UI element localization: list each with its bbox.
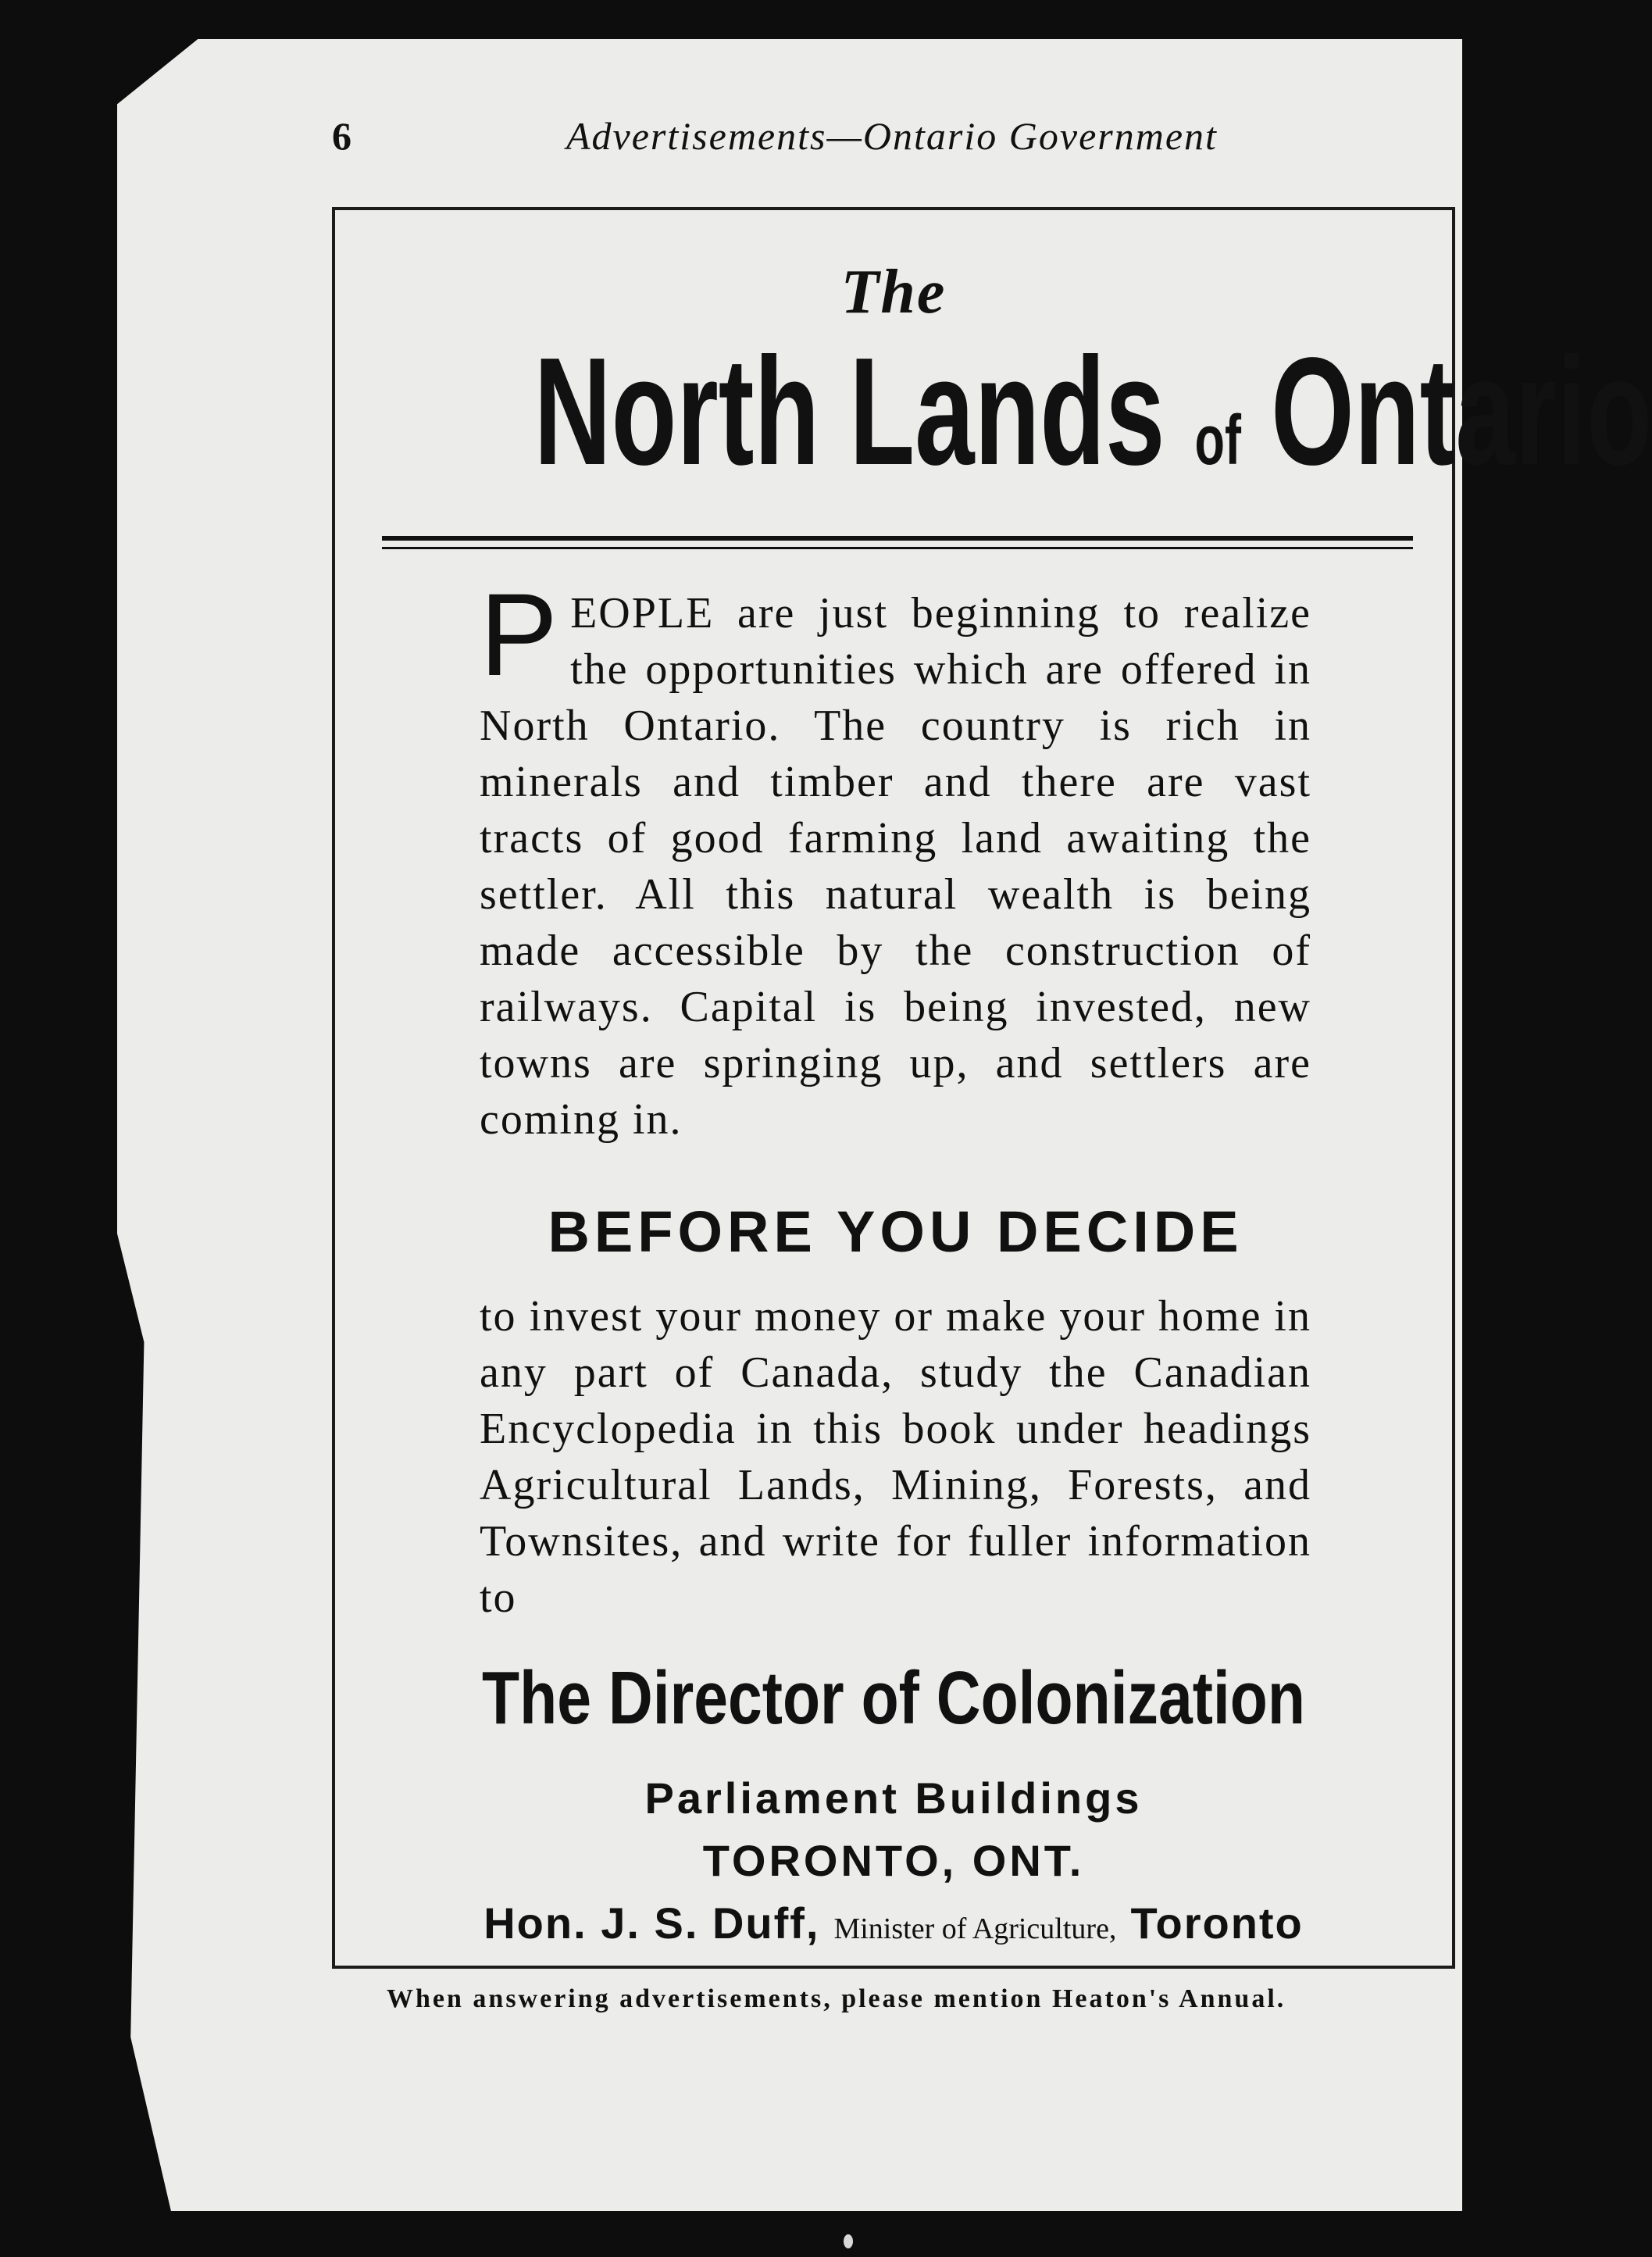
dust-speck <box>844 2234 853 2248</box>
minister-name: Hon. J. S. Duff, <box>483 1898 820 1948</box>
running-head <box>207 113 1410 168</box>
intro-text: EOPLE are just beginning to realize the opportunities which are offered in North Ontario. The country is rich in minerals and timber and there are vast tracts of good farming land awaiting the settler. All this natural wealth is being made accessible by the construction of railways. Capital is being invested, new towns are springing up, and settlers are coming in. <box>480 589 1311 1144</box>
advertisement-frame <box>332 207 1652 1969</box>
drop-cap: P <box>480 569 560 700</box>
address-line-1: Parliament Buildings <box>644 1773 1143 1823</box>
director-heading: The Director of Colonization <box>482 1656 1305 1740</box>
headline-the: The <box>840 258 947 327</box>
headline-part2: Ontario <box>1241 326 1652 497</box>
subheading: BEFORE YOU DECIDE <box>548 1199 1243 1264</box>
running-head-title: Advertisements—Ontario Government <box>566 114 1218 158</box>
page-number: 6 <box>332 114 353 158</box>
minister-city: Toronto <box>1130 1898 1304 1948</box>
footer-note: When answering advertisements, please mention Heaton's Annual. <box>387 1984 1286 2013</box>
address-line-2: TORONTO, ONT. <box>702 1836 1085 1885</box>
headline-part1: North Lands <box>533 326 1195 497</box>
second-paragraph: to invest your money or make your home in any part of Canada, study the Canadian Encyclopedia in this book under headings Agricultural Lands, Mining, Forests, and Townsites, and write for fuller information to <box>480 1292 1311 1622</box>
headline <box>533 326 1652 497</box>
minister-line <box>335 1898 1452 1948</box>
double-rule <box>382 536 1413 549</box>
headline-of: of <box>1194 402 1242 480</box>
intro-paragraph <box>480 569 1311 1148</box>
minister-role: Minister of Agriculture, <box>833 1912 1117 1945</box>
